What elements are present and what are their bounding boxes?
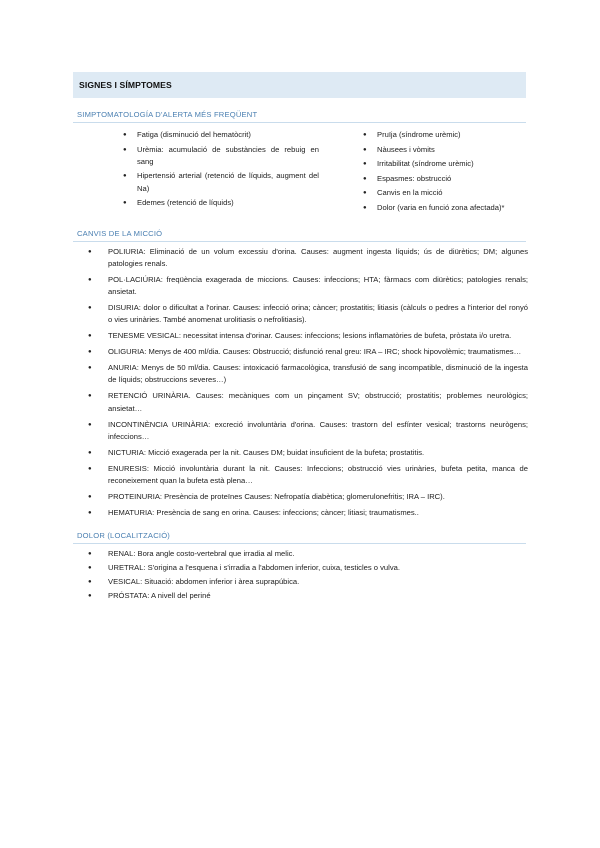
alerta-list-right — [363, 129, 518, 217]
list-item: ● TENESME VESICAL: necessitat intensa d'orinar. Causes: infeccions; lesions inflamatòries de bufeta, pròstata i/o uretra. — [86, 330, 528, 342]
list-item: ● Irritabilitat (síndrome urèmic) — [363, 158, 518, 170]
list-item: ● Hipertensió arterial (retenció de líquids, augment del Na) — [123, 170, 319, 194]
document-page — [73, 72, 526, 603]
list-item: ● Espasmes: obstrucció — [363, 173, 518, 185]
alerta-columns — [73, 129, 526, 217]
list-item: ● PRÓSTATA: A nivell del periné — [86, 590, 528, 602]
list-item: ● Fatiga (disminució del hematòcrit) — [123, 129, 319, 141]
list-item: ● Nàusees i vòmits — [363, 144, 518, 156]
list-item: ● OLIGURIA: Menys de 400 ml/dia. Causes: Obstrucció; disfunció renal greu: IRA – IRC; shock hipovolèmic; traumatismes… — [86, 346, 528, 358]
list-item: ● Urèmia: acumulació de substàncies de rebuig en sang — [123, 144, 319, 168]
dolor-list — [86, 548, 528, 602]
list-item: ● POL·LACIÚRIA: freqüència exagerada de miccions. Causes: infeccions; HTA; fàrmacs com diürètics; patologies renals; ansietat. — [86, 274, 528, 298]
miccio-list — [86, 246, 528, 520]
page-title: SIGNES I SÍMPTOMES — [73, 72, 526, 98]
section-heading-dolor: DOLOR (LOCALITZACIÓ) — [73, 531, 526, 544]
list-item: ● URETRAL: S'origina a l'esquena i s'irradia a l'abdomen inferior, cuixa, testicles o vulva. — [86, 562, 528, 574]
list-item: ● PROTEINURIA: Presència de proteïnes Causes: Nefropatía diabètica; glomerulonefritis; IRA – IRC). — [86, 491, 528, 503]
list-item: ● Dolor (varia en funció zona afectada)* — [363, 202, 518, 214]
section-heading-alerta: SIMPTOMATOLOGÍA D'ALERTA MÉS FREQÜENT — [73, 110, 526, 123]
list-item: ● HEMATURIA: Presència de sang en orina. Causes: infeccions; càncer; litiasi; traumatismes.. — [86, 507, 528, 519]
alerta-list-left — [123, 129, 319, 217]
list-item: ● RETENCIÓ URINÀRIA. Causes: mecàniques com un pinçament SV; obstrucció; prostatitis; problemes neurològics; ansietat… — [86, 390, 528, 414]
list-item: ● Canvis en la micció — [363, 187, 518, 199]
list-item: ● POLIURIA: Eliminació de un volum excessiu d'orina. Causes: augment ingesta líquids; ús de diürètics; DM; algunes patologies renals. — [86, 246, 528, 270]
list-item: ● VESICAL: Situació: abdomen inferior i àrea suprapúbica. — [86, 576, 528, 588]
section-heading-miccio: CANVIS DE LA MICCIÓ — [73, 229, 526, 242]
list-item: ● ENURESIS: Micció involuntària durant la nit. Causes: Infeccions; obstrucció vies urinàries, bufeta petita, manca de reconeixement quan la bufeta està plena… — [86, 463, 528, 487]
list-item: ● NICTURIA: Micció exagerada per la nit. Causes DM; buidat insuficient de la bufeta; prostatitis. — [86, 447, 528, 459]
list-item: ● RENAL: Bora angle costo-vertebral que irradia al melic. — [86, 548, 528, 560]
list-item: ● ANURIA: Menys de 50 ml/dia. Causes: intoxicació farmacològica, transfusió de sang incompatible, disminució de la ingesta de líquids; obstruccions severes…) — [86, 362, 528, 386]
list-item: ● INCONTINÈNCIA URINÀRIA: excreció involuntària d'orina. Causes: trastorn del esfínter vesical; trastorns neurògens; infeccions… — [86, 419, 528, 443]
list-item: ● DISURIA: dolor o dificultat a l'orinar. Causes: infecció orina; càncer; prostatitis; litiasis (càlculs o pedres a l'interior del ronyó o vies urinàries. També anomenat urolitiasis o nefrolitiasis). — [86, 302, 528, 326]
list-item: ● Edemes (retenció de líquids) — [123, 197, 319, 209]
list-item: ● Pruïja (síndrome urèmic) — [363, 129, 518, 141]
